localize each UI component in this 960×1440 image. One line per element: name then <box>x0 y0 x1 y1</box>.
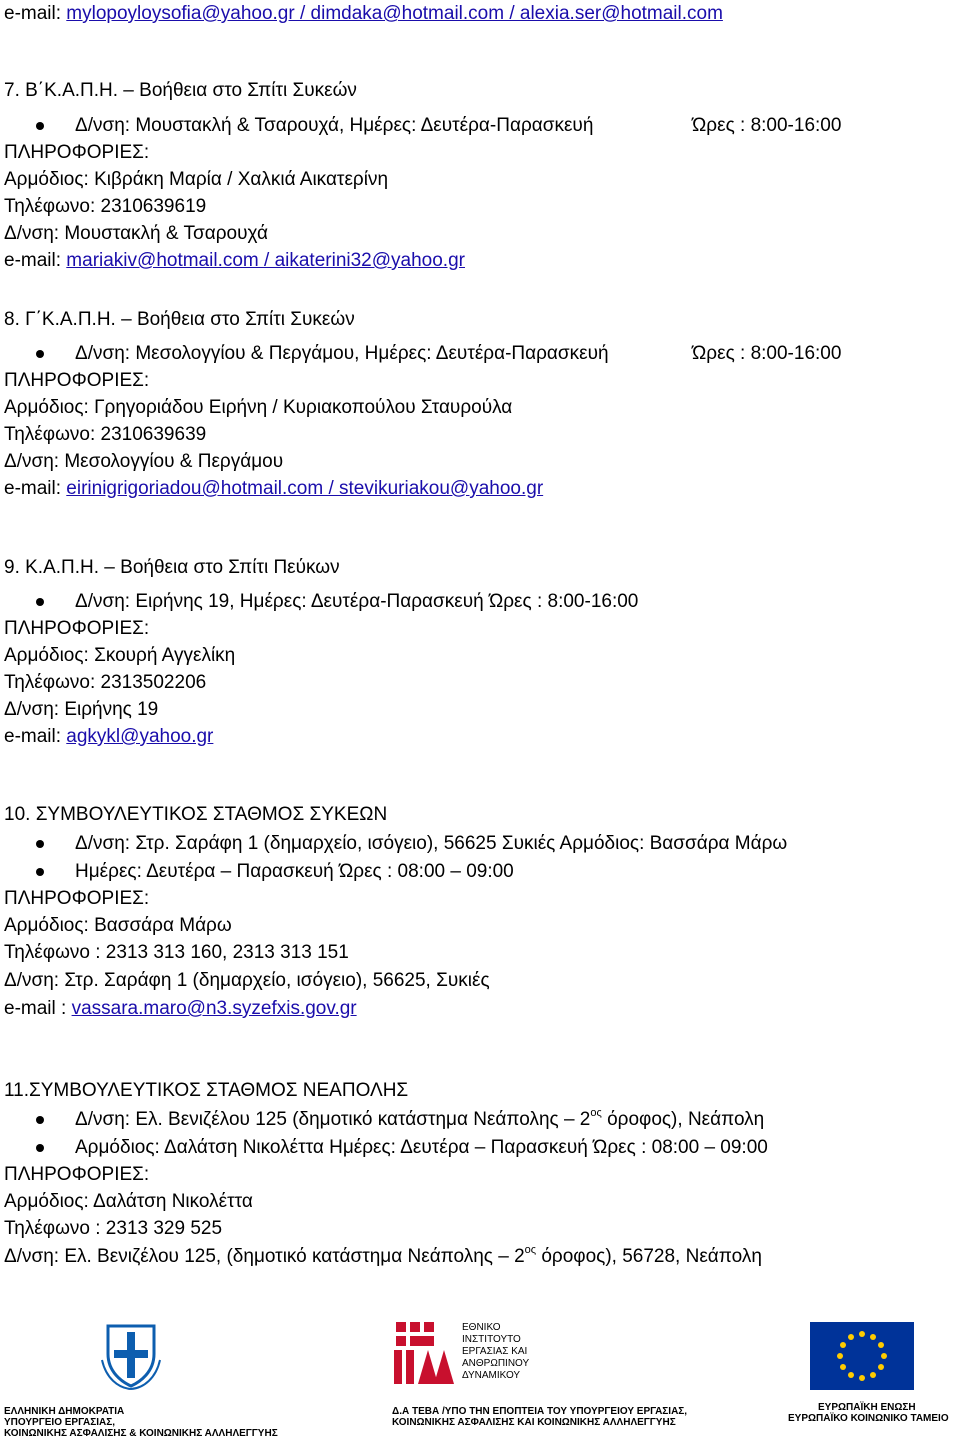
footer-mid-line-1: Δ.Α ΤΕΒΑ /ΥΠΟ ΤΗΝ ΕΠΟΠΤΕΙΑ ΤΟΥ ΥΠΟΥΡΓΕΙΟΥ ΕΡΓΑΣΙΑΣ, <box>392 1406 688 1417</box>
email-link[interactable]: agkykl@yahoo.gr <box>66 726 214 747</box>
email-label: e-mail: <box>4 478 62 499</box>
section-10-phone: Τηλέφωνο : 2313 313 160, 2313 313 151 <box>4 942 349 963</box>
section-11-info-heading: ΠΛΗΡΟΦΟΡΙΕΣ: <box>4 1164 150 1185</box>
section-11-title: 11.ΣΥΜΒΟΥΛΕΥΤΙΚΟΣ ΣΤΑΘΜΟΣ ΝΕΑΠΟΛΗΣ <box>4 1080 409 1101</box>
eiead-logo <box>390 1320 456 1392</box>
footer <box>0 1310 960 1440</box>
section-8-address: Δ/νση: Μεσολογγίου & Περγάμου <box>4 451 284 472</box>
email-link[interactable]: eirinigrigoriadou@hotmail.com / stevikuriakou@yahoo.gr <box>66 478 544 499</box>
section-8-address-days: Δ/νση: Μεσολογγίου & Περγάμου, Ημέρες: Δευτέρα-Παρασκευή <box>75 343 609 364</box>
ordinal-sup: ος <box>524 1244 537 1256</box>
top-email-line <box>4 3 723 25</box>
section-11-address <box>75 1109 764 1131</box>
section-9-title: 9. Κ.Α.Π.Η. – Βοήθεια στο Σπίτι Πεύκων <box>4 557 340 578</box>
footer-right-line-2: ΕΥΡΩΠΑΪΚΟ ΚΟΙΝΩΝΙΚΟ ΤΑΜΕΙΟ <box>788 1413 949 1424</box>
section-10-address: Δ/νση: Στρ. Σαράφη 1 (δημαρχείο, ισόγειο), 56625 Συκιές Αρμόδιος: Βασσάρα Μάρω <box>75 833 788 854</box>
section-7-email-line <box>4 250 465 272</box>
section-7-hours: Ώρες : 8:00-16:00 <box>692 115 842 136</box>
eu-flag-logo <box>810 1322 914 1390</box>
section-9-address-days-hours: Δ/νση: Ειρήνης 19, Ημέρες: Δευτέρα-Παρασκευή Ώρες : 8:00-16:00 <box>75 591 639 612</box>
ordinal-sup: ος <box>590 1107 602 1119</box>
footer-right-line-1: ΕΥΡΩΠΑΪΚΗ ΕΝΩΣΗ <box>818 1402 916 1413</box>
bullet-icon <box>36 350 44 358</box>
section-11-responsible: Αρμόδιος: Δαλάτση Νικολέττα <box>4 1191 253 1212</box>
greek-coat-of-arms-logo <box>100 1320 162 1390</box>
footer-left-line-3: ΚΟΙΝΩΝΙΚΗΣ ΑΣΦΑΛΙΣΗΣ & ΚΟΙΝΩΝΙΚΗΣ ΑΛΛΗΛΕΓΓΥΗΣ <box>4 1428 278 1439</box>
section-8-responsible: Αρμόδιος: Γρηγοριάδου Ειρήνη / Κυριακοπούλου Σταυρούλα <box>4 397 513 418</box>
section-7-info-heading: ΠΛΗΡΟΦΟΡΙΕΣ: <box>4 142 150 163</box>
section-8-title: 8. Γ΄Κ.Α.Π.Η. – Βοήθεια στο Σπίτι Συκεών <box>4 309 355 330</box>
section-10-email-line <box>4 998 357 1020</box>
section-9-phone: Τηλέφωνο: 2313502206 <box>4 672 207 693</box>
eiead-logo-text-2: ΙΝΣΤΙΤΟΥΤΟ <box>462 1334 521 1345</box>
section-7-address-days: Δ/νση: Μουστακλή & Τσαρουχά, Ημέρες: Δευτέρα-Παρασκευή <box>75 115 594 136</box>
section-8-email-line <box>4 478 543 500</box>
bullet-icon <box>36 122 44 130</box>
address-text: όροφος), Νεάπολη <box>601 1109 765 1130</box>
section-7-responsible: Αρμόδιος: Κιβράκη Μαρία / Χαλκιά Αικατερίνη <box>4 169 389 190</box>
section-11-days-hours: Αρμόδιος: Δαλάτση Νικολέττα Ημέρες: Δευτέρα – Παρασκευή Ώρες : 08:00 – 09:00 <box>75 1137 768 1158</box>
section-7-address: Δ/νση: Μουστακλή & Τσαρουχά <box>4 223 268 244</box>
footer-left-line-1: ΕΛΛΗΝΙΚΗ ΔΗΜΟΚΡΑΤΙΑ <box>4 1406 125 1417</box>
address-text: Δ/νση: Ελ. Βενιζέλου 125 (δημοτικό κατάστημα Νεάπολης – 2 <box>75 1109 591 1130</box>
footer-mid-line-2: ΚΟΙΝΩΝΙΚΗΣ ΑΣΦΑΛΙΣΗΣ ΚΑΙ ΚΟΙΝΩΝΙΚΗΣ ΑΛΛΗΛΕΓΓΥΗΣ <box>392 1417 676 1428</box>
eiead-logo-text-4: ΑΝΘΡΩΠΙΝΟΥ <box>462 1358 530 1369</box>
email-label: e-mail: <box>4 726 62 747</box>
bullet-icon <box>36 1116 44 1124</box>
eiead-logo-text-5: ΔΥΝΑΜΙΚΟΥ <box>462 1370 521 1381</box>
bullet-icon <box>36 868 44 876</box>
section-11-phone: Τηλέφωνο : 2313 329 525 <box>4 1218 223 1239</box>
email-label: e-mail: <box>4 250 62 271</box>
section-7-title: 7. Β΄Κ.Α.Π.Η. – Βοήθεια στο Σπίτι Συκεών <box>4 80 357 101</box>
email-link[interactable]: mariakiv@hotmail.com / aikaterini32@yahoo.gr <box>66 250 465 271</box>
section-10-responsible: Αρμόδιος: Βασσάρα Μάρω <box>4 915 232 936</box>
email-label: e-mail: <box>4 3 62 24</box>
footer-left-line-2: ΥΠΟΥΡΓΕΙΟ ΕΡΓΑΣΙΑΣ, <box>4 1417 116 1428</box>
bullet-icon <box>36 598 44 606</box>
eiead-logo-text-3: ΕΡΓΑΣΙΑΣ ΚΑΙ <box>462 1346 528 1357</box>
section-9-email-line <box>4 726 213 748</box>
section-9-responsible: Αρμόδιος: Σκουρή Αγγελίκη <box>4 645 236 666</box>
section-10-days-hours: Ημέρες: Δευτέρα – Παρασκευή Ώρες : 08:00 – 09:00 <box>75 861 514 882</box>
email-link[interactable]: vassara.maro@n3.syzefxis.gov.gr <box>71 998 357 1019</box>
section-11-address-detail <box>4 1246 762 1268</box>
section-9-info-heading: ΠΛΗΡΟΦΟΡΙΕΣ: <box>4 618 150 639</box>
eiead-logo-text-1: ΕΘΝΙΚΟ <box>462 1322 501 1333</box>
section-8-hours: Ώρες : 8:00-16:00 <box>692 343 842 364</box>
address-text: όροφος), 56728, Νεάπολη <box>536 1246 762 1267</box>
address-text: Δ/νση: Ελ. Βενιζέλου 125, (δημοτικό κατάστημα Νεάπολης – 2 <box>4 1246 525 1267</box>
bullet-icon <box>36 1144 44 1152</box>
section-7-phone: Τηλέφωνο: 2310639619 <box>4 196 207 217</box>
bullet-icon <box>36 840 44 848</box>
email-label: e-mail : <box>4 998 67 1019</box>
section-10-address-detail: Δ/νση: Στρ. Σαράφη 1 (δημαρχείο, ισόγειο), 56625, Συκιές <box>4 970 490 991</box>
section-8-info-heading: ΠΛΗΡΟΦΟΡΙΕΣ: <box>4 370 150 391</box>
section-8-phone: Τηλέφωνο: 2310639639 <box>4 424 207 445</box>
section-9-address: Δ/νση: Ειρήνης 19 <box>4 699 159 720</box>
section-10-title: 10. ΣΥΜΒΟΥΛΕΥΤΙΚΟΣ ΣΤΑΘΜΟΣ ΣΥΚΕΩΝ <box>4 804 388 825</box>
section-10-info-heading: ΠΛΗΡΟΦΟΡΙΕΣ: <box>4 888 150 909</box>
email-link[interactable]: mylopoyloysofia@yahoo.gr / dimdaka@hotmail.com / alexia.ser@hotmail.com <box>66 3 723 24</box>
